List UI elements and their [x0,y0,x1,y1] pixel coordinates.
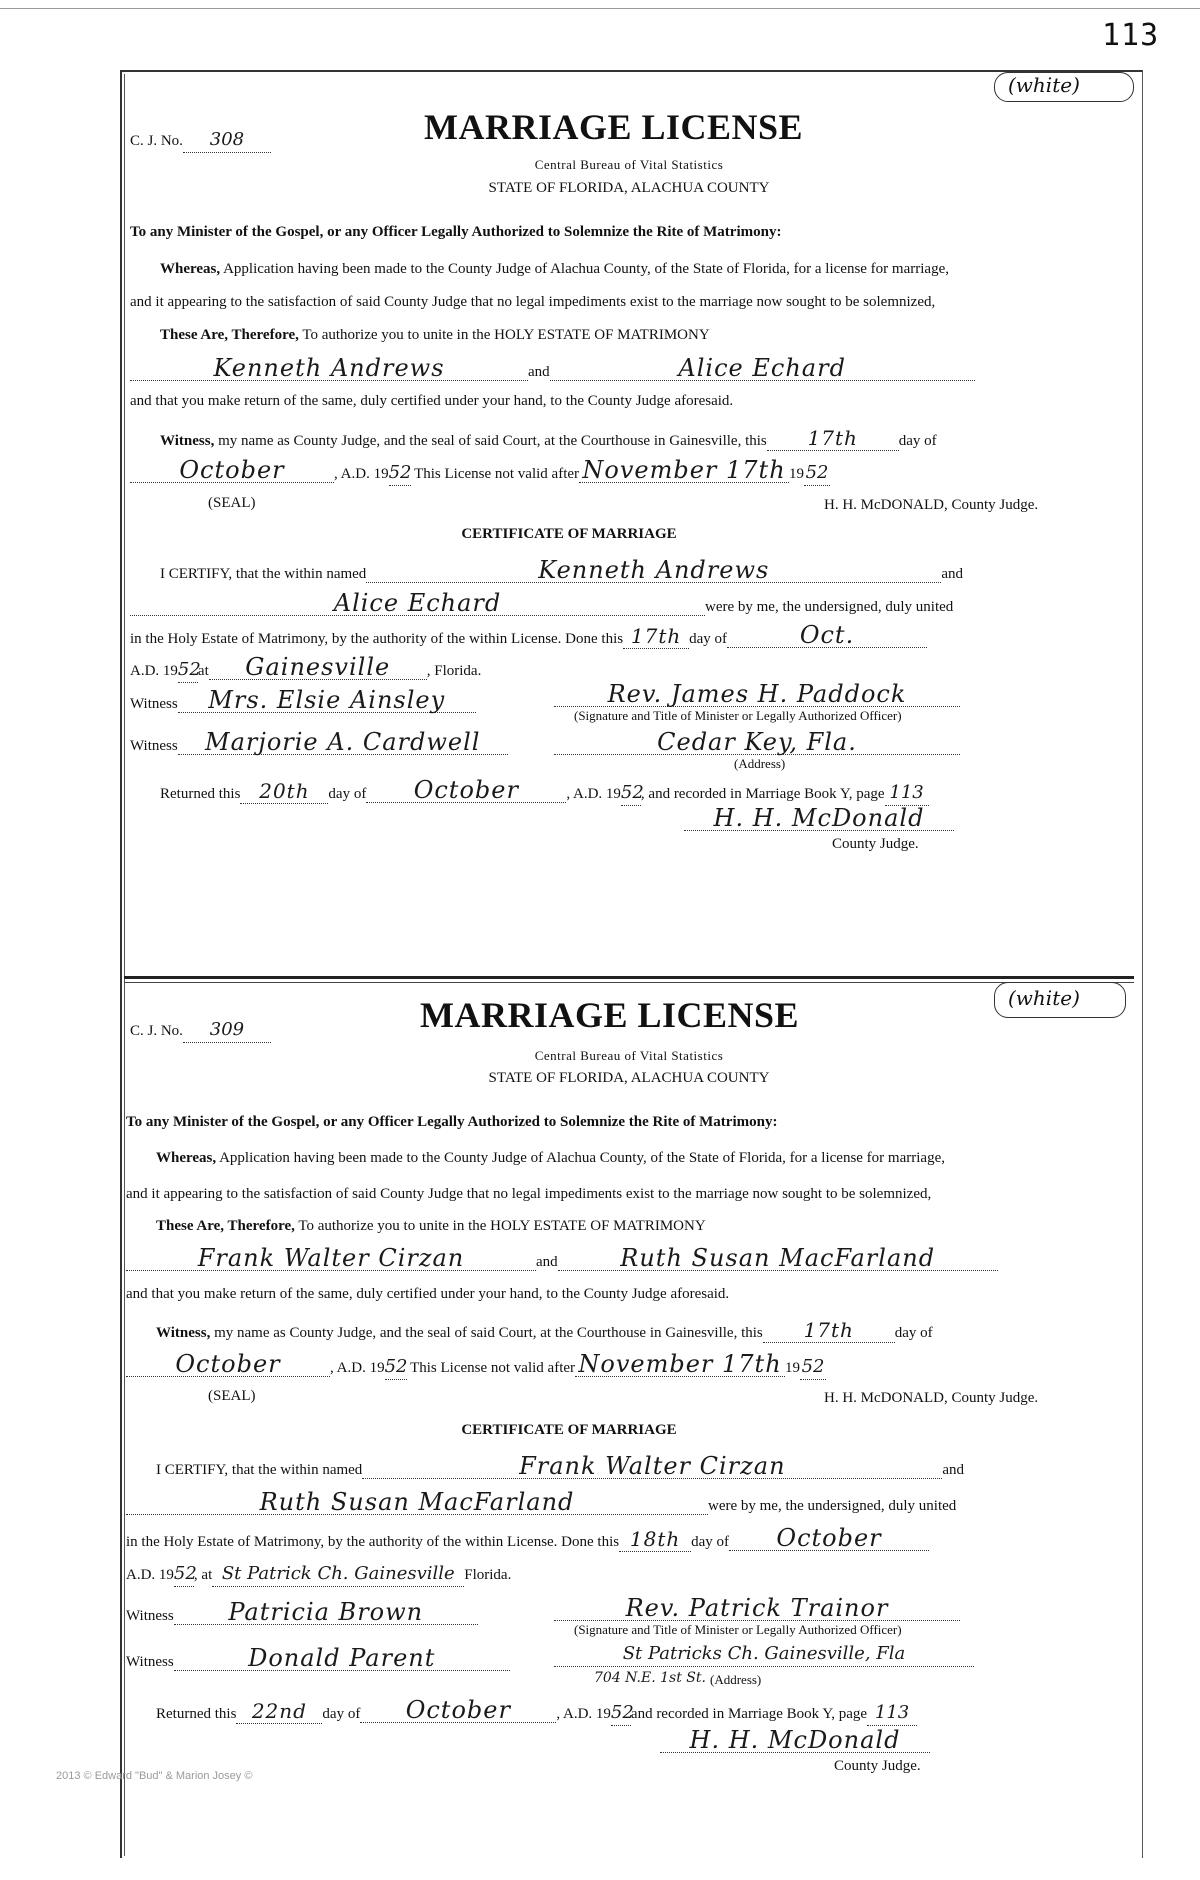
witness2-label: Witness [126,1654,174,1670]
holy-text: in the Holy Estate of Matrimony, by the authority of the within License. Done this [126,1534,620,1550]
cert-bride-line [126,1490,956,1515]
whereas-bold: Whereas, [156,1150,217,1166]
signature-caption: (Signature and Title of Minister or Legally Authorized Officer) [574,708,902,723]
bride-name: Ruth Susan MacFarland [558,1246,998,1271]
expiry-year: 52 [804,461,830,486]
whereas-text: Application having been made to the County Judge of Alachua County, of the State of Florida, for a license for marriage, [220,261,949,277]
witness2-line [126,1646,510,1671]
done-day-of: day of [691,1534,730,1550]
done-year: 52 [178,658,198,683]
at-text: at [197,663,209,679]
whereas-line [156,1150,945,1167]
day-of-text: day of [894,1325,933,1341]
race-annotation: (white) [1008,73,1080,97]
united-text: were by me, the undersigned, duly united [708,1498,957,1514]
expiry-date: November 17th [579,458,789,483]
done-day-of: day of [689,631,728,647]
cert-groom: Kenneth Andrews [366,558,941,583]
ad-text: , A.D. 19 [330,1360,385,1376]
returned-year: 52 [621,781,641,806]
done-day: 18th [619,1527,691,1552]
return-line: and that you make return of the same, duly certified under your hand, to the County Judge aforesaid. [126,1286,730,1302]
witness1-label: Witness [130,696,178,712]
cj-value: 309 [183,1018,271,1043]
florida-text: Florida. [464,1567,512,1583]
issue-date-line [130,458,830,486]
officiant-address-line [554,1642,974,1667]
done-place: Gainesville [209,655,427,680]
judge-signature: H. H. McDonald [684,806,954,831]
holy-text: in the Holy Estate of Matrimony, by the authority of the within License. Done this [130,631,624,647]
florida-text: , Florida. [426,663,482,679]
witness-text: my name as County Judge, and the seal of said Court, at the Courthouse in Gainesville, this [210,1325,763,1341]
certify-line [160,558,963,583]
witness1-label: Witness [126,1608,174,1624]
return-line: and that you make return of the same, duly certified under your hand, to the County Judge aforesaid. [130,393,734,409]
witness1-name: Patricia Brown [174,1600,478,1625]
cj-label: C. J. No. [130,133,183,149]
returned-month: October [360,1698,556,1723]
appearing-line: and it appearing to the satisfaction of said County Judge that no legal impediments exist to the marriage now sought to be solemnized, [126,1186,932,1202]
witness-bold: Witness, [156,1325,211,1341]
witness1-name: Mrs. Elsie Ainsley [178,688,476,713]
witness2-line [130,730,508,755]
cert-bride: Alice Echard [130,591,705,616]
certify-text: I CERTIFY, that the within named [156,1462,363,1478]
officiant-signature: Rev. James H. Paddock [554,682,960,707]
address-caption: (Address) [734,756,786,771]
witness2-name: Marjorie A. Cardwell [178,730,508,755]
scan-top-edge [0,8,1200,9]
these-bold: These Are, Therefore, [160,327,299,343]
returned-ad: , A.D. 19 [566,786,621,802]
ad-text: , A.D. 19 [334,466,389,482]
done-day: 17th [623,624,689,649]
issue-month: October [126,1352,330,1377]
not-valid-text: This License not valid after [410,466,580,482]
certify-line [156,1454,964,1479]
expiry-date: November 17th [575,1352,785,1377]
state-county: STATE OF FLORIDA, ALACHUA COUNTY [488,1070,770,1086]
address-line: To any Minister of the Gospel, or any Officer Legally Authorized to Solemnize the Rite of Matrimony: [130,224,782,240]
holy-estate-line [126,1526,929,1552]
recorded-text: , and recorded in Marriage Book Y, page [640,786,885,802]
returned-day-of: day of [328,786,367,802]
couple-line [130,356,975,381]
license-title: MARRIAGE LICENSE [420,995,800,1035]
county-judge-printed: H. H. McDONALD, County Judge. [824,1390,1039,1406]
cert-groom: Frank Walter Cirzan [362,1454,942,1479]
expiry-year: 52 [800,1355,826,1380]
address-line: To any Minister of the Gospel, or any Officer Legally Authorized to Solemnize the Rite of Matrimony: [126,1114,778,1130]
issue-date-line [126,1352,826,1380]
page-number: 113 [1102,18,1160,53]
witness-issue-line [160,426,937,451]
expiry-19: 19 [785,1360,801,1376]
groom-name: Frank Walter Cirzan [126,1246,536,1271]
couple-line [126,1246,998,1271]
cert-bride-line [130,591,953,616]
returned-day: 20th [240,779,328,804]
witness1-line [130,688,476,713]
bureau-name: Central Bureau of Vital Statistics [534,157,724,172]
license-title: MARRIAGE LICENSE [424,107,804,147]
bureau-name: Central Bureau of Vital Statistics [534,1048,724,1063]
whereas-text: Application having been made to the County Judge of Alachua County, of the State of Florida, for a license for marriage, [216,1150,945,1166]
county-judge-printed: H. H. McDONALD, County Judge. [824,497,1039,513]
witness-issue-line [156,1318,933,1343]
done-ad: A.D. 19 [130,663,178,679]
witness-bold: Witness, [160,433,215,449]
address-caption: (Address) [710,1672,762,1687]
and-text: and [536,1254,558,1270]
cj-value: 308 [183,128,271,153]
copyright-watermark: 2013 © Edward "Bud" & Marion Josey © [56,1770,253,1782]
at-text: , at [193,1567,213,1583]
returned-line [160,778,929,806]
officiant-address: Cedar Key, Fla. [554,730,960,755]
holy-estate-line [130,623,927,649]
page-reference: 113 [885,781,929,806]
done-place: St Patrick Ch. Gainesville [212,1562,464,1587]
cj-number [130,128,271,153]
officiant-signature-line [554,682,960,707]
bride-name: Alice Echard [550,356,975,381]
state-county: STATE OF FLORIDA, ALACHUA COUNTY [488,180,770,196]
witness-text: my name as County Judge, and the seal of said Court, at the Courthouse in Gainesville, this [214,433,767,449]
these-text: To authorize you to unite in the HOLY ESTATE OF MATRIMONY [298,327,710,343]
county-judge-label: County Judge. [832,836,919,852]
county-judge-label: County Judge. [834,1758,921,1774]
signature-caption: (Signature and Title of Minister or Legally Authorized Officer) [574,1622,902,1637]
seal: (SEAL) [208,495,256,511]
judge-signature-line [684,806,954,831]
marriage-license-308 [124,70,1134,970]
and-text: and [528,364,550,380]
officiant-signature: Rev. Patrick Trainor [554,1596,960,1621]
race-annotation: (white) [1008,986,1080,1010]
returned-text: Returned this [156,1706,237,1722]
issue-year: 52 [389,461,411,486]
certify-text: I CERTIFY, that the within named [160,566,367,582]
these-bold: These Are, Therefore, [156,1218,295,1234]
returned-day-of: day of [322,1706,361,1722]
these-are-line [156,1218,706,1235]
officiant-address-line [554,730,960,755]
seal: (SEAL) [208,1388,256,1404]
officiant-street: 704 N.E. 1st St. [594,1670,706,1686]
done-ad: A.D. 19 [126,1567,174,1583]
cj-number [130,1018,271,1043]
whereas-bold: Whereas, [160,261,221,277]
cj-label: C. J. No. [130,1023,183,1039]
united-text: were by me, the undersigned, duly united [705,599,954,615]
these-are-line [160,327,710,344]
issue-year: 52 [385,1355,407,1380]
returned-month: October [366,778,566,803]
section-divider [124,976,1134,979]
done-place-line [126,1562,511,1587]
officiant-signature-line [554,1596,960,1621]
page-reference: 113 [867,1701,917,1726]
issue-day: 17th [763,1318,895,1343]
returned-line [156,1698,917,1726]
returned-ad: , A.D. 19 [556,1706,611,1722]
cert-bride: Ruth Susan MacFarland [126,1490,708,1515]
day-of-text: day of [898,433,937,449]
judge-signature: H. H. McDonald [660,1728,930,1753]
appearing-line: and it appearing to the satisfaction of said County Judge that no legal impediments exist to the marriage now sought to be solemnized, [130,294,936,310]
certificate-title: CERTIFICATE OF MARRIAGE [461,1422,677,1438]
certificate-title: CERTIFICATE OF MARRIAGE [461,526,677,542]
issue-day: 17th [767,426,899,451]
witness1-line [126,1600,478,1625]
these-text: To authorize you to unite in the HOLY ESTATE OF MATRIMONY [294,1218,706,1234]
witness2-label: Witness [130,738,178,754]
done-month: October [729,1526,929,1551]
returned-day: 22nd [236,1699,322,1724]
done-month: Oct. [727,623,927,648]
groom-name: Kenneth Andrews [130,356,528,381]
marriage-license-309 [124,980,1134,1880]
done-place-line [130,655,481,683]
expiry-19: 19 [789,466,805,482]
returned-year: 52 [611,1701,631,1726]
returned-text: Returned this [160,786,241,802]
officiant-address: St Patricks Ch. Gainesville, Fla [554,1642,974,1667]
judge-signature-line [660,1728,930,1753]
recorded-text: and recorded in Marriage Book Y, page [630,1706,868,1722]
done-year: 52 [174,1562,194,1587]
issue-month: October [130,458,334,483]
cert-and-text: and [942,1462,964,1478]
cert-and-text: and [941,566,963,582]
whereas-line [160,261,949,278]
not-valid-text: This License not valid after [406,1360,576,1376]
witness2-name: Donald Parent [174,1646,510,1671]
